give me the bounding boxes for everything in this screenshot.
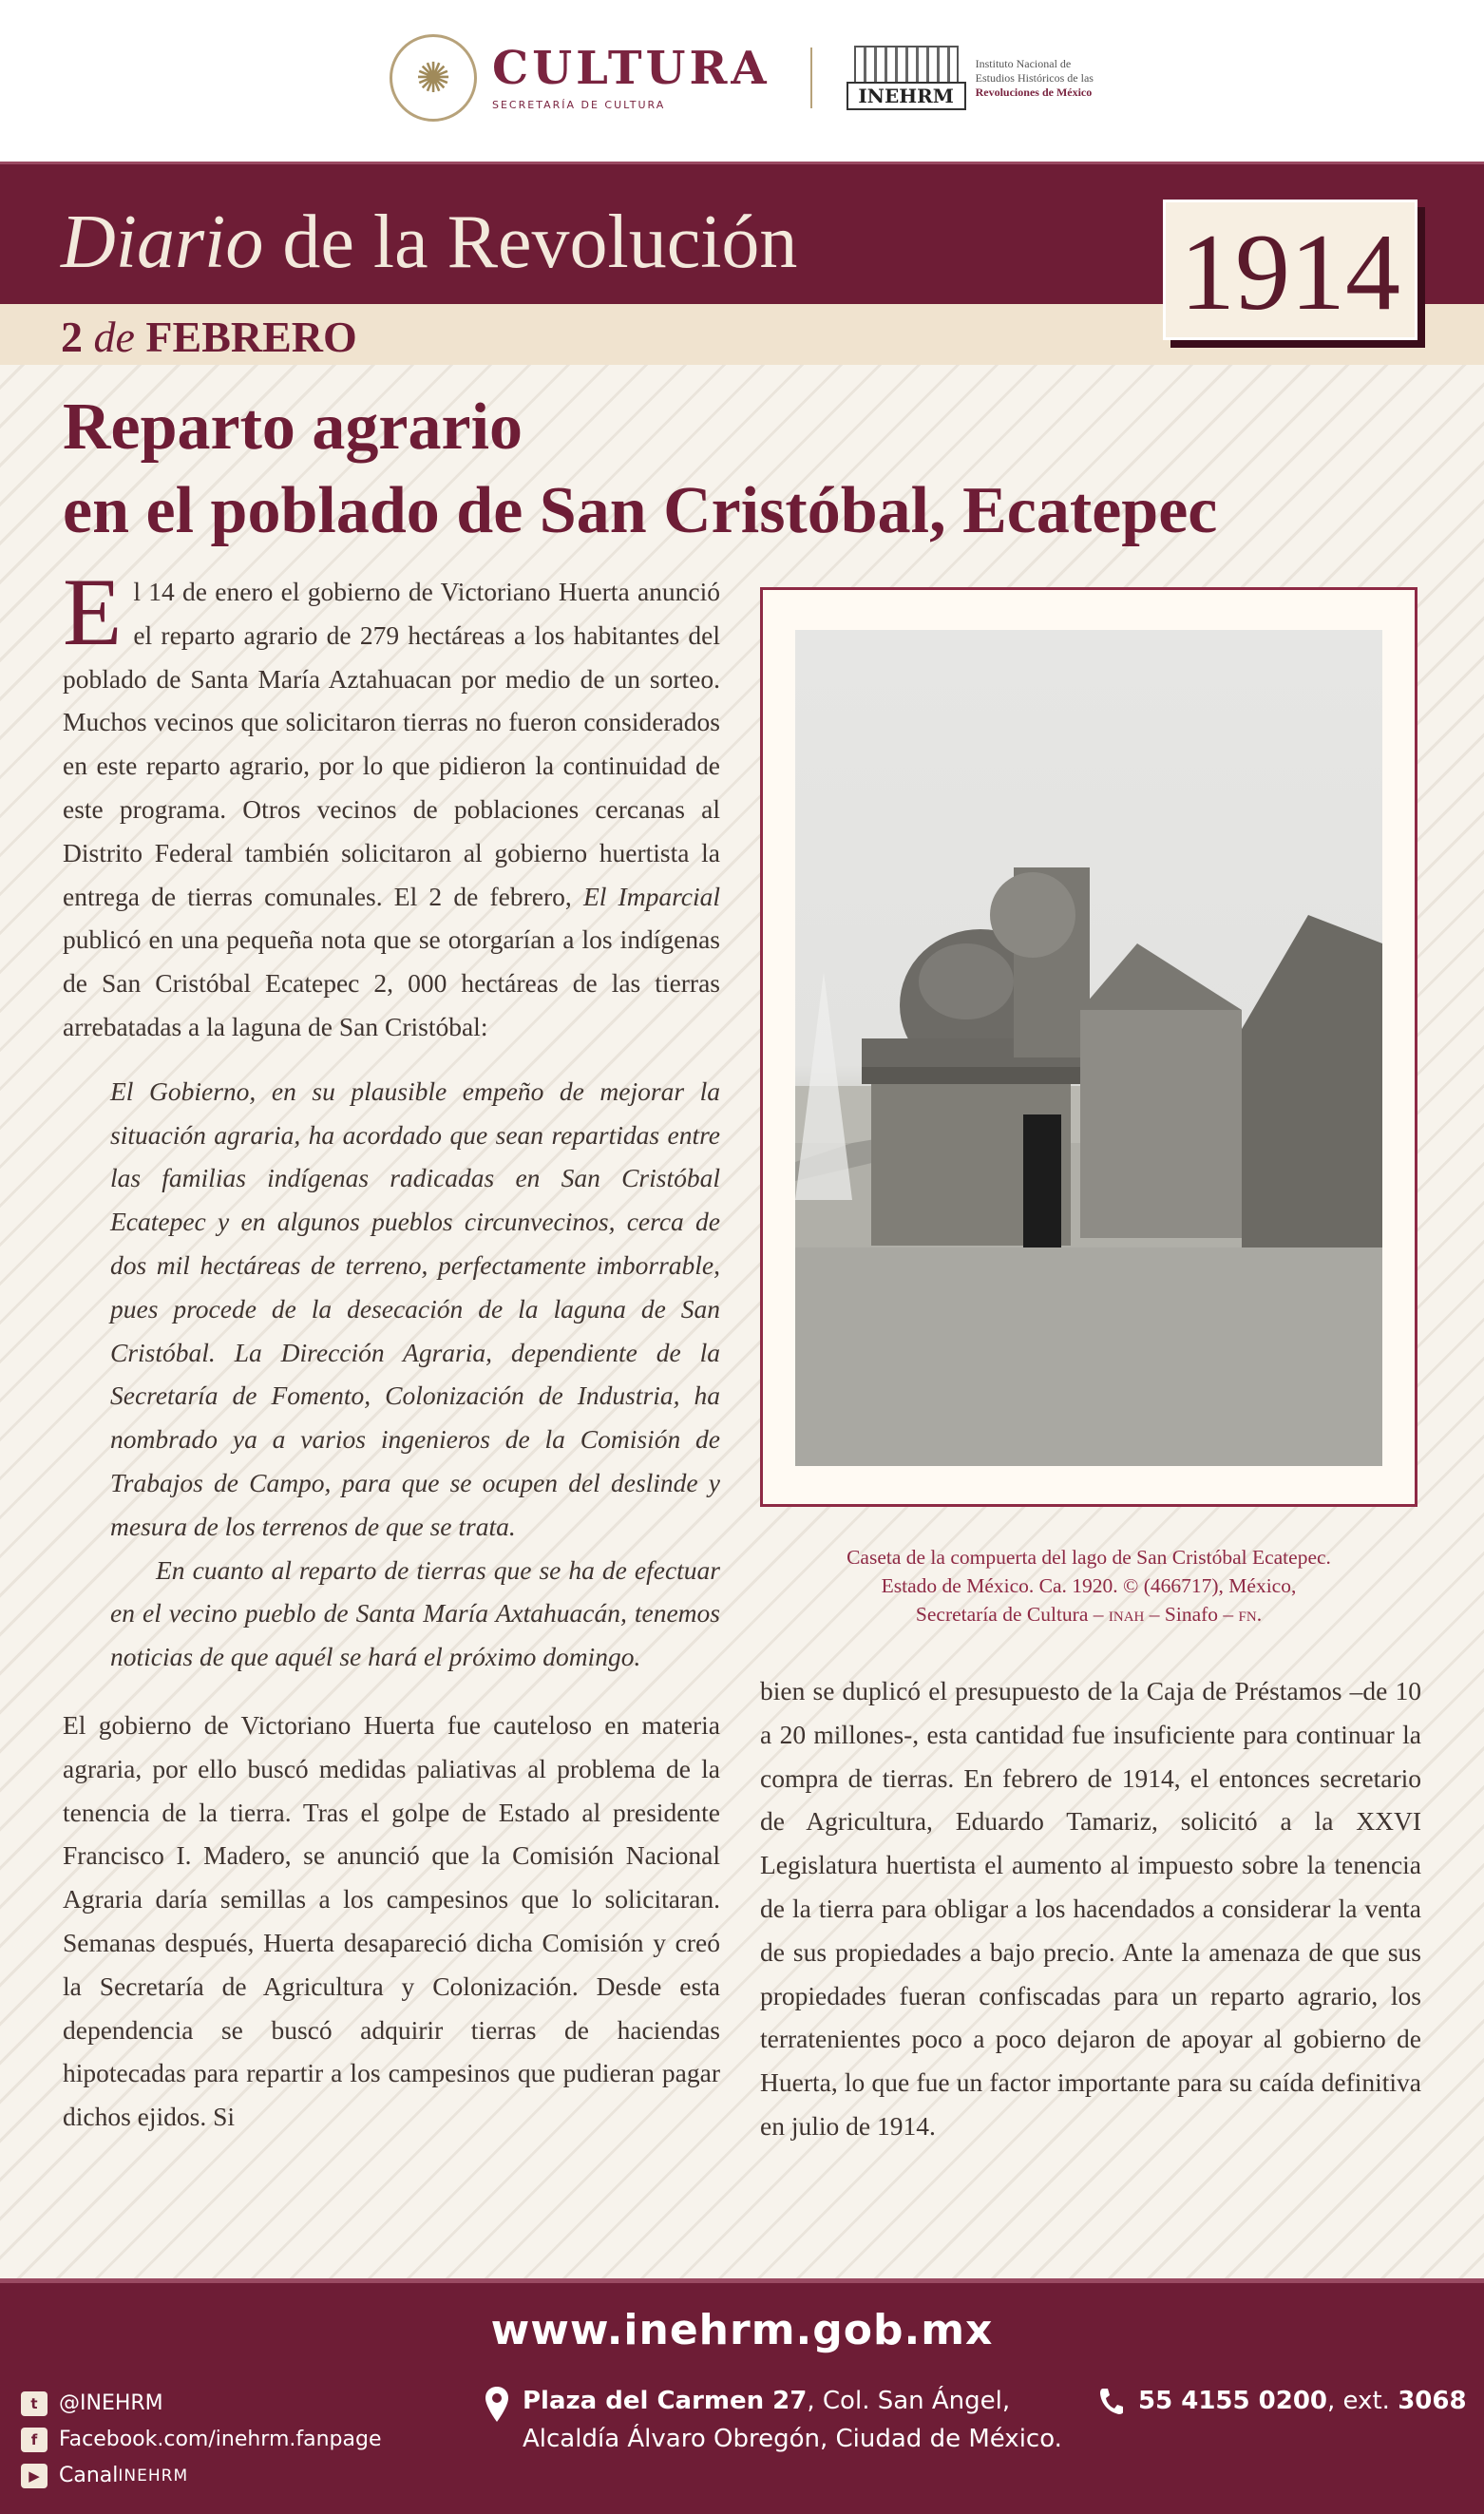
website-link[interactable]: www.inehrm.gob.mx xyxy=(490,2306,994,2354)
building-photo-illustration xyxy=(795,630,1382,1466)
year-badge: 1914 xyxy=(1163,200,1417,340)
article-column-left xyxy=(63,559,720,2139)
article-column-right xyxy=(760,1669,1421,2148)
location-pin-icon xyxy=(485,2386,509,2424)
paragraph-body: El gobierno de Victoriano Huerta fue cauteloso en materia agraria, por ello buscó medidas paliativas al problema de la tenencia de la tierra. Tras el golpe de Estado al presidente Francisco I. Madero, se anunció que la Comisión Nacional Agraria daría semillas a los campesinos que lo solicitaran. Semanas después, Huerta desapareció dicha Comisión y creó la Secretaría de Agricultura y Colonización. Desde esta dependencia se buscó adquirir tierras de haciendas hipotecadas para repartir a los campesinos que pudieran pagar dichos ejidos. Si xyxy=(63,1709,720,2132)
social-twitter[interactable]: t @INEHRM xyxy=(21,2386,382,2422)
drop-cap: E xyxy=(63,559,123,666)
phone-number[interactable]: 55 4155 0200, ext. 3068 xyxy=(1098,2382,1467,2420)
building-icon xyxy=(854,46,959,82)
page-header xyxy=(0,0,1484,162)
logo-divider xyxy=(810,48,812,108)
date-label: 2 de FEBRERO xyxy=(61,313,357,361)
block-quote: El Gobierno, en su plausible empeño de mejorar la situación agraria, ha acordado que sean repartidas entre las familias indígenas radicadas en San Cristóbal Ecatepec y en algunos pueblos circunvecinos, cerca de dos mil hectáreas de terreno, perfectamente imborrable, pues procede de la desecación de la laguna de San Cristóbal. La Dirección Agraria, dependiente de la Secretaría de Fomento, Colonización de Industria, ha nombrado ya a varios ingenieros de la Comisión de Trabajos de Campo, para que se ocupen del deslinde y mesura de los terrenos de que se trata. En cuanto al reparto de tierras que se ha de efectuar en el vecino pueblo de Santa María Axtahuacán, tenemos noticias de que aquél se hará el próximo domingo. xyxy=(110,1076,720,1672)
youtube-icon: ▶ xyxy=(21,2464,48,2488)
paragraph-conclusion: bien se duplicó el presupuesto de la Caja de Préstamos –de 10 a 20 millones-, esta cantidad fue insuficiente para continuar la compra de tierras. En febrero de 1914, el entonces secretario de Agricultura, Eduardo Tamariz, solicitó a la XXVI Legislatura huertista el aumento al impuesto sobre la tenencia de la tierra para obligar a los hacendados a considerar la venta de sus propiedades a bajo precio. Ante la amenaza de que sus propiedades fueran confiscadas para un reparto agrario, los terratenientes poco a poco dejaron de apoyar al gobierno de Huerta, lo que fue un factor importante para su caída definitiva en julio de 1914. xyxy=(760,1676,1421,2141)
cultura-title: CULTURA xyxy=(492,41,771,95)
inehrm-logo xyxy=(847,46,966,110)
facebook-icon: f xyxy=(21,2428,48,2452)
article-headline: Reparto agrario en el poblado de San Cristóbal, Ecatepec xyxy=(63,390,1218,547)
paragraph-intro: El 14 de enero el gobierno de Victoriano Huerta anunció el reparto agrario de 279 hectáreas a los habitantes del poblado de Santa María Aztahuacan por medio de un sorteo. Muchos vecinos que solicitaron tierras no fueron considerados en este reparto agrario, por lo que pidieron la continuidad de este programa. Otros vecinos de poblaciones cercanas al Distrito Federal también solicitaron al gobierno huertista la entrega de tierras comunales. El 2 de febrero, El Imparcial publicó en una pequeña nota que se otorgarían a los indígenas de San Cristóbal Ecatepec 2, 000 hectáreas de las tierras arrebatadas a la laguna de San Cristóbal: xyxy=(63,559,720,1041)
twitter-icon: t xyxy=(21,2391,48,2416)
national-seal-icon: ✺ xyxy=(390,34,477,122)
social-youtube[interactable]: ▶ Canal INEHRM xyxy=(21,2458,382,2494)
page-footer xyxy=(0,2278,1484,2514)
cultura-logo xyxy=(492,41,771,111)
inehrm-description: Instituto Nacional de Estudios Históricos de las Revoluciones de México xyxy=(975,56,1094,99)
phone-icon xyxy=(1098,2387,1123,2415)
social-links xyxy=(21,2386,382,2494)
historic-photo xyxy=(795,630,1382,1466)
cultura-subtitle: SECRETARÍA DE CULTURA xyxy=(492,98,666,111)
photo-caption: Caseta de la compuerta del lago de San Cristóbal Ecatepec. Estado de México. Ca. 1920. © (466717), México, Secretaría de Cultura – inah – Sinafo – fn. xyxy=(847,1546,1331,1626)
logos xyxy=(390,34,1094,122)
inehrm-label: INEHRM xyxy=(847,82,966,110)
address: Plaza del Carmen 27, Col. San Ángel, Alcaldía Álvaro Obregón, Ciudad de México. xyxy=(485,2382,1062,2458)
photo-frame xyxy=(760,587,1417,1507)
series-title: Diario de la Revolución xyxy=(61,200,798,284)
social-facebook[interactable]: f Facebook.com/inehrm.fanpage xyxy=(21,2422,382,2458)
